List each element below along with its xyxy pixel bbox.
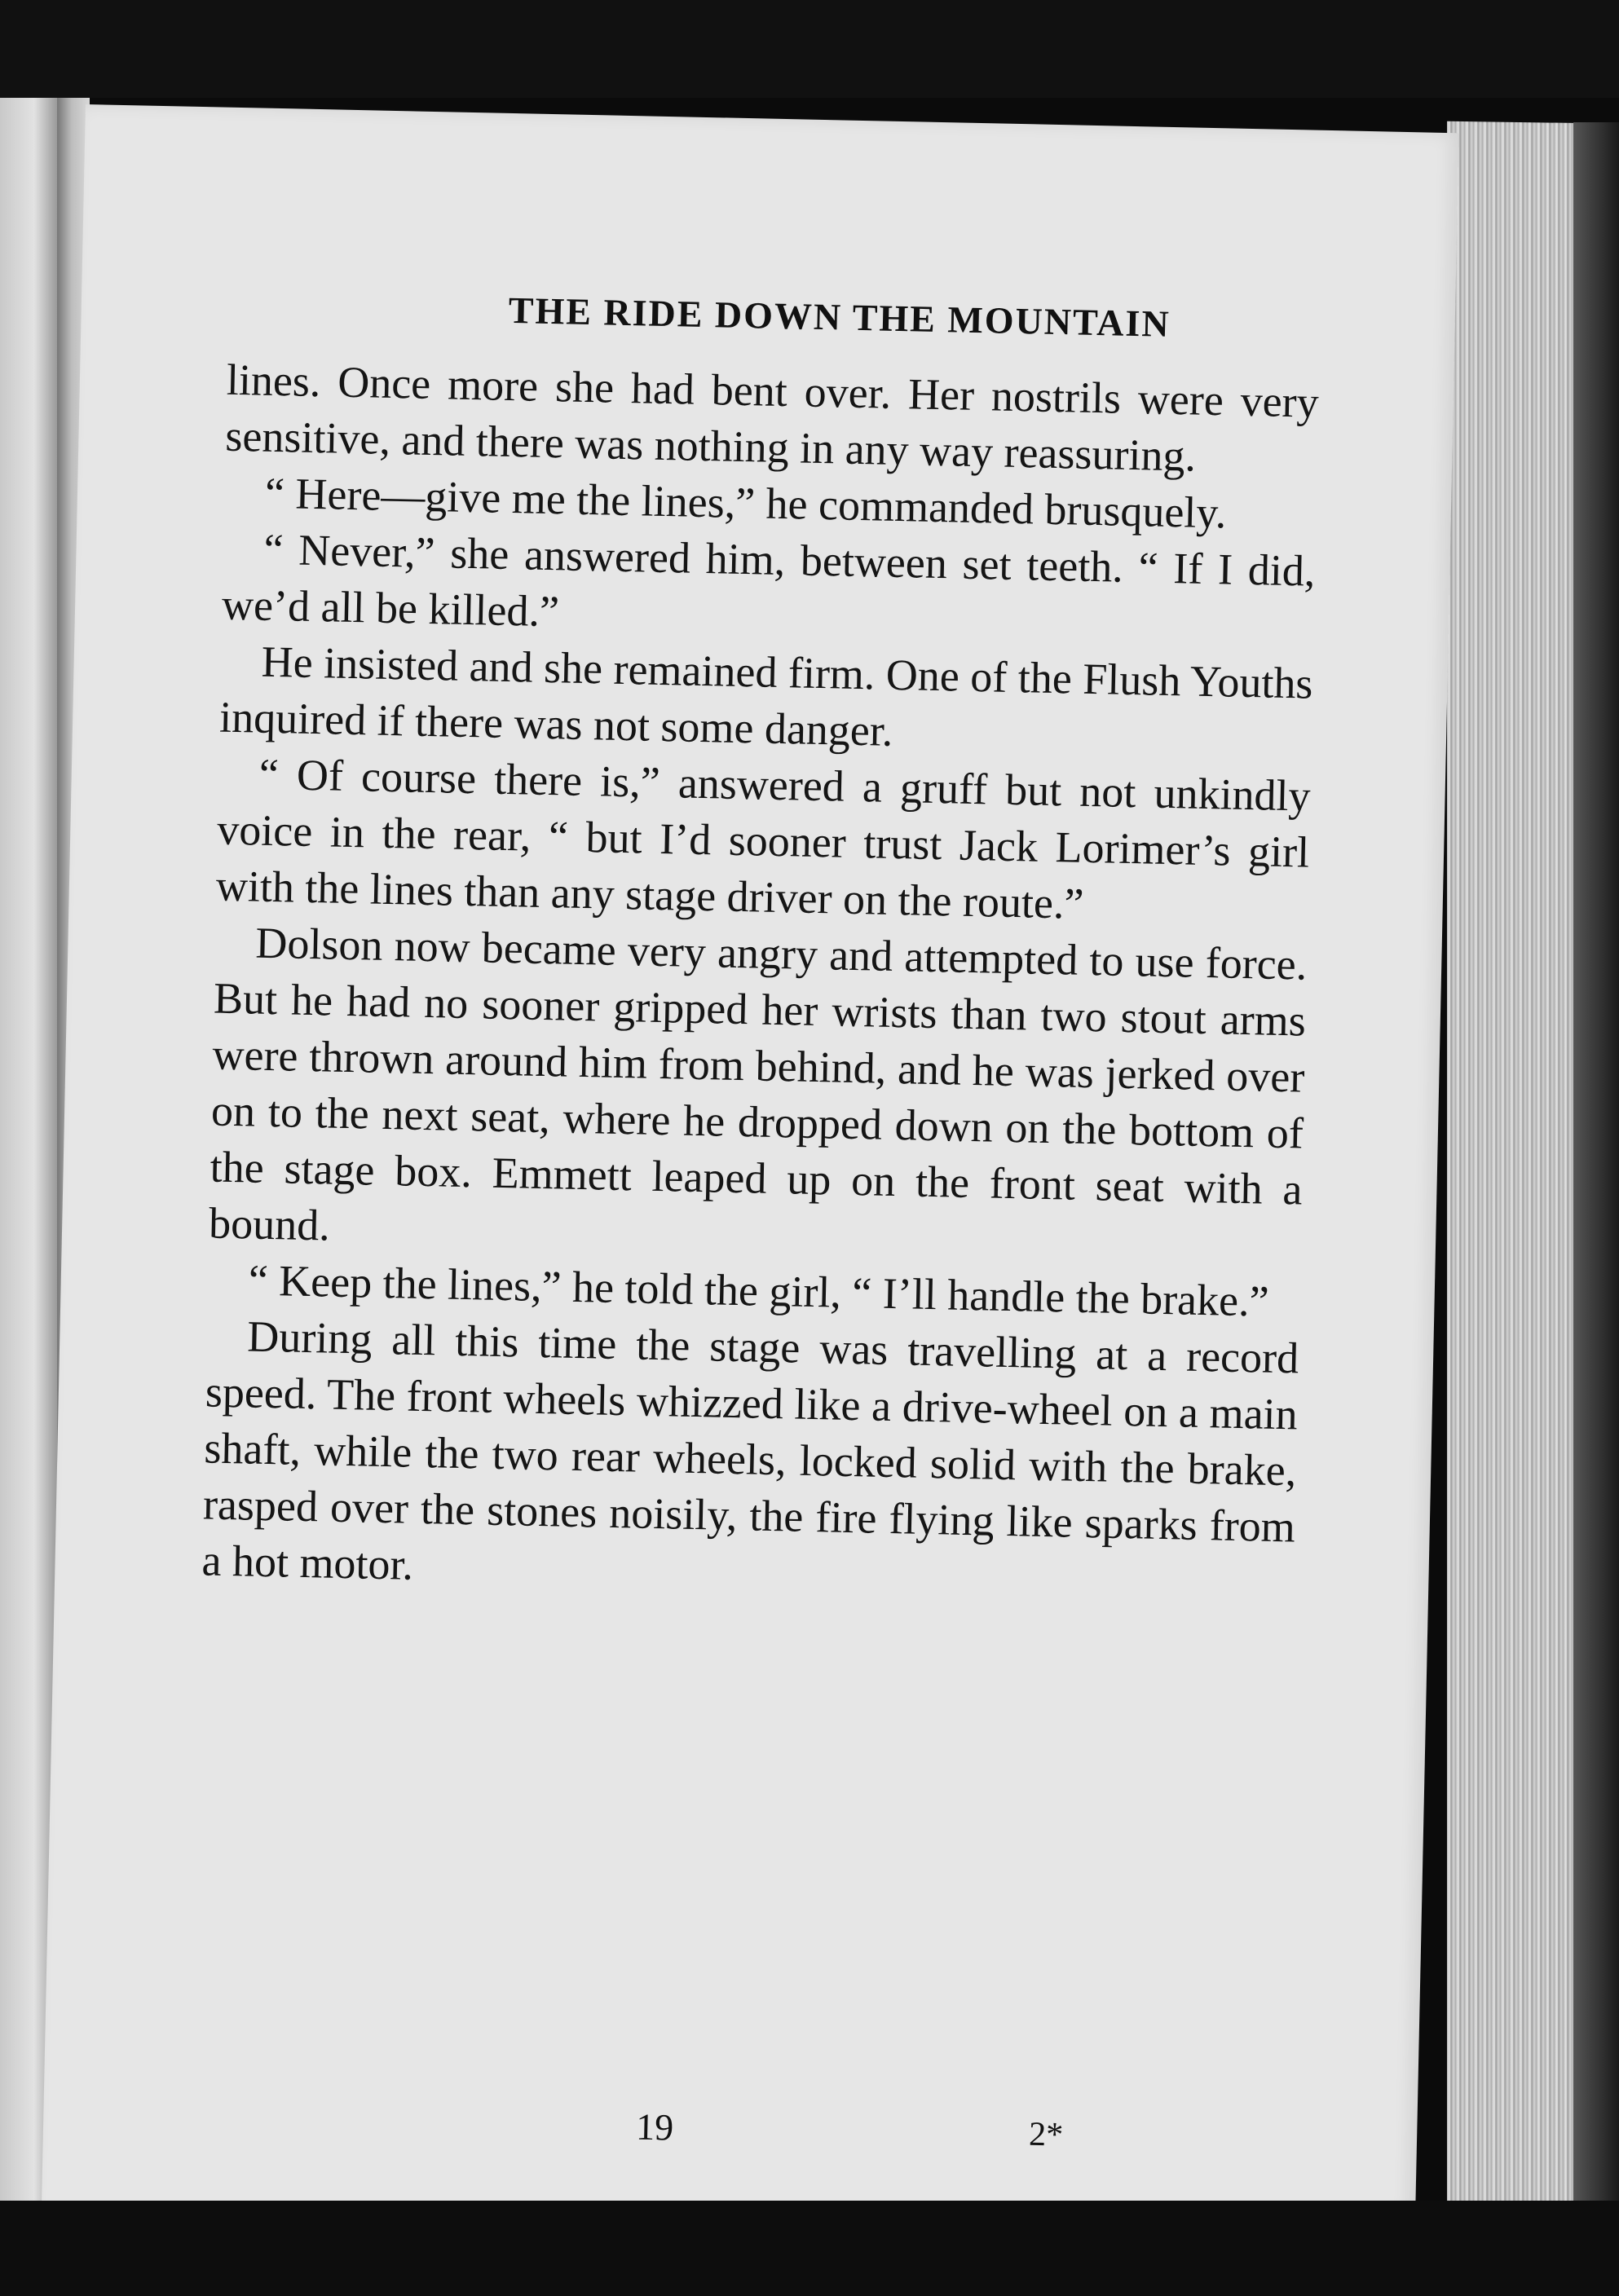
paragraph: “ Here—give me the lines,” he commanded brusquely. (264, 468, 1228, 538)
running-head: THE RIDE DOWN THE MOUNTAIN (508, 289, 1171, 345)
paragraph: He insisted and she remained firm. One of the Flush Youths inquired if there was not some danger. (218, 637, 1314, 756)
paragraph: “ Keep the lines,” he told the girl, “ I’ll handle the brake.” (248, 1255, 1270, 1326)
book-page (41, 104, 1459, 2285)
paragraph: Dolson now became very angry and attempted to use force. But he had no sooner gripped her wrists than two stout arms were thrown around him from behind, and he was jerked over on to the next seat, where he dropped down on the bottom of the stage box. Emmett leaped up on the front seat with a bound. (208, 918, 1308, 1250)
signature-mark: 2* (1028, 2115, 1064, 2154)
page-fore-edge (1447, 121, 1594, 2210)
scan-background-bottom (0, 2201, 1619, 2296)
fore-edge-shadow (1573, 122, 1619, 2209)
scan-background-top (0, 0, 1619, 98)
paragraph: “ Never,” she answered him, between set teeth. “ If I did, we’d all be killed.” (221, 524, 1316, 637)
body-text (201, 352, 1319, 1612)
paragraph: During all this time the stage was travelling at a record speed. The front wheels whizzed like a drive-wheel on a main shaft, while the two rear wheels, locked solid with the brake, rasped over the stones noisily, the fire flying like sparks from a hot motor. (201, 1311, 1299, 1589)
paragraph: lines. Once more she had bent over. Her nostrils were very sensitive, and there was nothing in any way reassuring. (224, 355, 1320, 481)
page-number: 19 (635, 2105, 674, 2148)
paragraph: “ Of course there is,” answered a gruff but not unkindly voice in the rear, “ but I’d sooner trust Jack Lorimer’s girl with the lines than any stage driver on the route.” (215, 749, 1312, 928)
